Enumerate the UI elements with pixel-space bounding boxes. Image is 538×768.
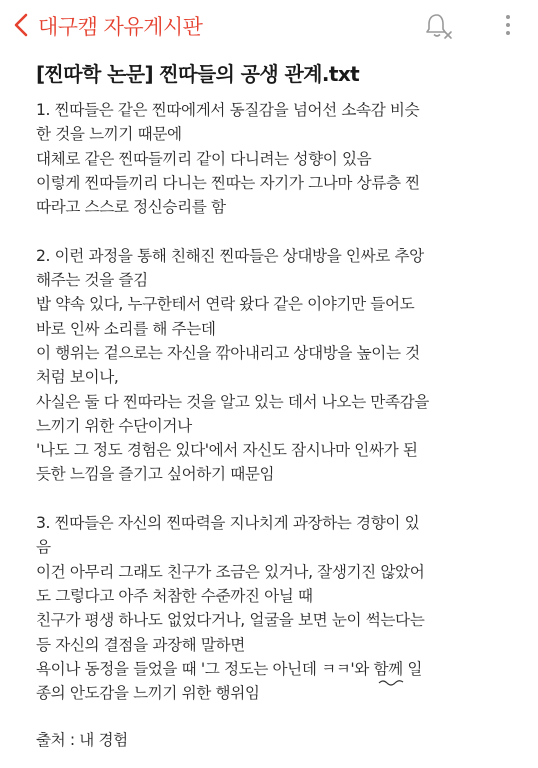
post-line: 이렇게 찐따들끼리 다니는 찐따는 자기가 그나마 상류층 찐 (36, 173, 420, 192)
board-title[interactable]: 대구캠 자유게시판 (38, 15, 203, 39)
post-body (36, 98, 536, 705)
post-line: 사실은 둘 다 찐따라는 것을 알고 있는 데서 나오는 만족감을 (36, 392, 429, 411)
paragraph-gap (36, 487, 536, 511)
post-line: 1. 찐따들은 같은 찐따에게서 동질감을 넘어선 소속감 비슷 (36, 101, 420, 119)
post-line: 따라고 스스로 정신승리를 함 (36, 198, 226, 217)
post-title: [찐따학 논문] 찐따들의 공생 관계.txt (36, 62, 360, 86)
paragraph-gap (36, 219, 536, 243)
post-line: 3. 찐따들은 자신의 찐따력을 지나치게 과장하는 경향이 있 (36, 514, 420, 533)
post-line: 대체로 같은 찐따들끼리 같이 다니려는 성향이 있음 (36, 149, 372, 168)
post-line: 욕이나 동정을 들었을 때 '그 정도는 아닌데 ㅋㅋ'와 함께 일 (36, 659, 423, 678)
post-line: 도 그렇다고 아주 처참한 수준까진 아닐 때 (36, 586, 313, 605)
post-line: 듯한 느낌을 즐기고 싶어하기 때문임 (36, 465, 275, 484)
post-line: 음 (36, 538, 51, 557)
post-line: 등 자신의 결점을 과장해 말하면 (36, 635, 245, 654)
post-line: 종의 안도감을 느끼기 위한 행위임 (36, 684, 260, 703)
post-source: 출처 : 내 경험 (36, 731, 128, 749)
bell-off-icon[interactable] (424, 12, 454, 40)
post-line: 바로 인싸 소리를 해 주는데 (36, 319, 216, 338)
chevron-left-icon[interactable] (10, 12, 32, 38)
post-line: 2. 이런 과정을 통해 친해진 찐따들은 상대방을 인싸로 추앙 (36, 246, 424, 265)
top-app-bar (0, 0, 538, 48)
post-line: 친구가 평생 하나도 없었다거나, 얼굴을 보면 눈이 썩는다는 (36, 611, 425, 630)
post-line: 이 행위는 겉으로는 자신을 깎아내리고 상대방을 높이는 것 (36, 343, 420, 362)
post-line: 한 것을 느끼기 때문에 (36, 125, 182, 144)
more-vertical-icon[interactable] (498, 12, 518, 40)
post-line: 처럼 보이나, (36, 368, 119, 387)
post-line: 해주는 것을 즐김 (36, 271, 148, 290)
post-line: '나도 그 정도 경험은 있다'에서 자신도 잠시나마 인싸가 된 (36, 441, 418, 460)
post-line: 밥 약속 있다, 누구한테서 연락 왔다 같은 이야기만 들어도 (36, 295, 415, 314)
post-line: 느끼기 위한 수단이거나 (36, 416, 192, 435)
post-line: 이건 아무리 그래도 친구가 조금은 있거나, 잘생기진 않았어 (36, 562, 425, 581)
